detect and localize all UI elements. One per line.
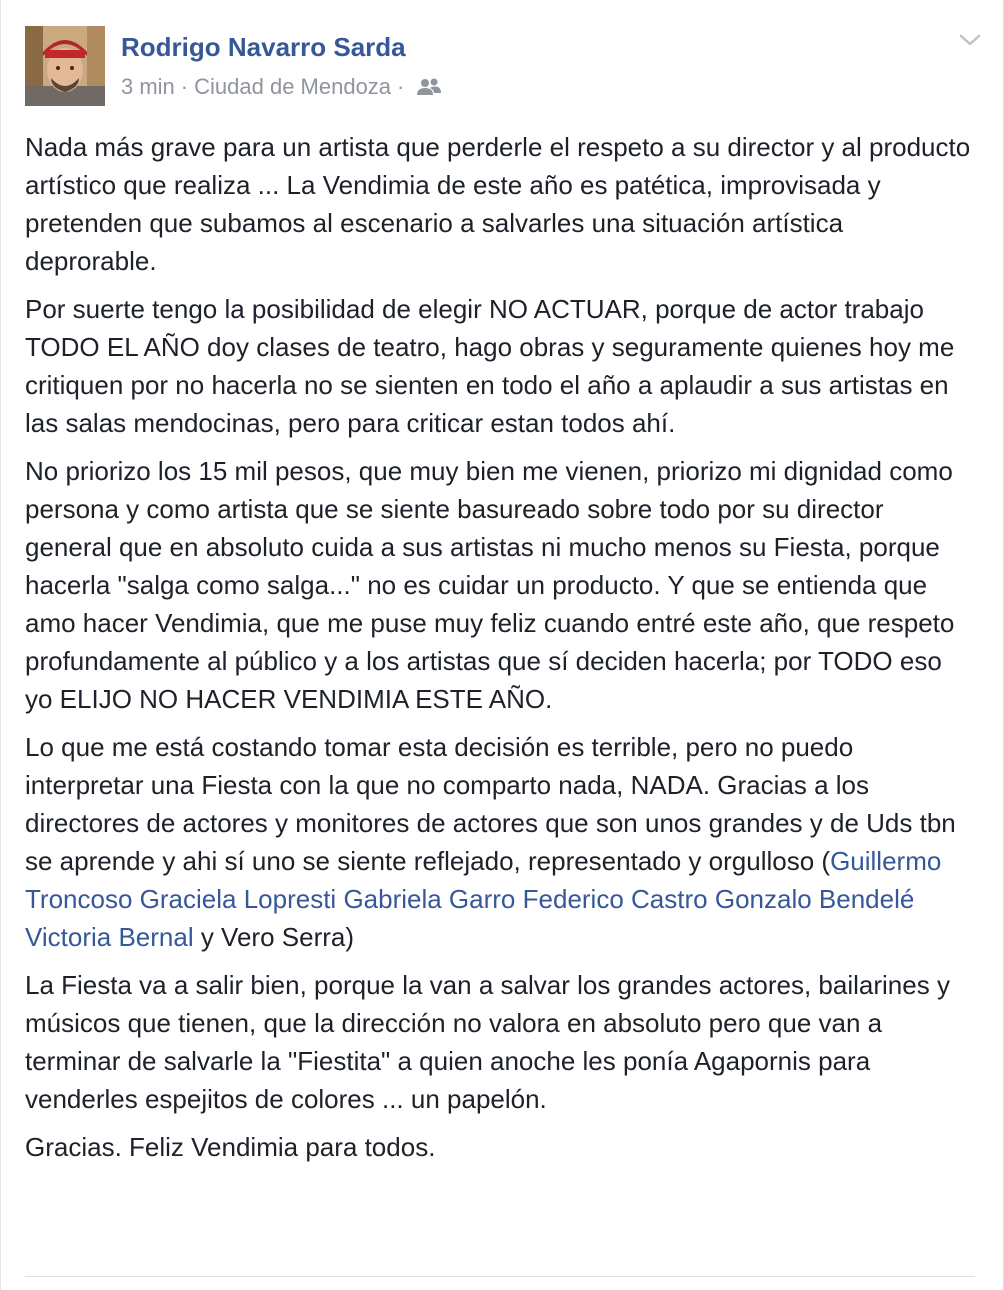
post-paragraph-2: Por suerte tengo la posibilidad de elegir NO ACTUAR, porque de actor trabajo TODO EL AÑO doy clases de teatro, hago obras y seguramente quienes hoy me critiquen por no hacerla no se sienten en todo el año a aplaudir a sus artistas en las salas mendocinas, pero para criticar estan todos ahí. <box>25 294 955 438</box>
post-body <box>25 128 975 1176</box>
avatar[interactable] <box>25 26 105 106</box>
avatar-image <box>25 26 105 106</box>
chevron-down-icon[interactable] <box>955 26 985 54</box>
post-location[interactable]: Ciudad de Mendoza <box>194 74 392 99</box>
meta-separator: · <box>180 74 189 99</box>
friends-icon[interactable] <box>416 77 442 97</box>
post-header <box>25 26 981 106</box>
post-paragraph-3: No priorizo los 15 mil pesos, que muy bien me vienen, priorizo mi dignidad como persona y como artista que se siente basureado sobre todo por su director general que en absoluto cuida a sus artistas ni mucho menos su Fiesta, porque hacerla "salga como salga..." no es cuidar un producto. Y que se entienda que amo hacer Vendimia, que me puse muy feliz cuando entré este año, que respeto profundamente al público y a los artistas que sí deciden hacerla; por TODO eso yo ELIJO NO HACER VENDIMIA ESTE AÑO. <box>25 456 955 714</box>
tag-gabriela-garro[interactable]: Gabriela Garro <box>343 884 516 914</box>
post-paragraph-5: La Fiesta va a salir bien, porque la van a salvar los grandes actores, bailarines y músicos que tienen, que la dirección no valora en absoluto pero que van a terminar de salvarle la "Fiestita" a quien anoche les ponía Agapornis para venderles espejitos de colores ... un papelón. <box>25 970 950 1114</box>
tag-victoria-bernal[interactable]: Victoria Bernal <box>25 922 194 952</box>
tag-graciela-lopresti[interactable]: Graciela Lopresti <box>139 884 337 914</box>
paragraph-4-closing: y Vero Serra) <box>193 922 355 952</box>
author-name[interactable]: Rodrigo Navarro Sarda <box>121 32 406 62</box>
post-paragraph-6: Gracias. Feliz Vendimia para todos. <box>25 1132 436 1162</box>
post-paragraph-1: Nada más grave para un artista que perderle el respeto a su director y al producto artístico que realiza ... La Vendimia de este año es patética, improvisada y pretenden que subamos al escenario a salvarles una situación artística deprorable. <box>25 132 971 276</box>
post-divider <box>25 1276 975 1277</box>
post-timestamp[interactable]: 3 min <box>121 74 175 99</box>
post-meta <box>121 74 442 100</box>
post-paragraph-4 <box>25 728 975 956</box>
paragraph-4-text: Lo que me está costando tomar esta decisión es terrible, pero no puedo interpretar una Fiesta con la que no comparto nada, NADA. Gracias a los directores de actores y monitores de actores que son unos grandes y de Uds tbn se aprende y ahi sí uno se siente reflejado, representado y orgulloso ( <box>25 732 956 876</box>
tag-gonzalo-bendele[interactable]: Gonzalo Bendelé <box>714 884 915 914</box>
meta-separator: · <box>397 74 405 99</box>
tag-guillermo-troncoso[interactable]: Guillermo Troncoso <box>25 846 942 914</box>
tag-federico-castro[interactable]: Federico Castro <box>522 884 708 914</box>
